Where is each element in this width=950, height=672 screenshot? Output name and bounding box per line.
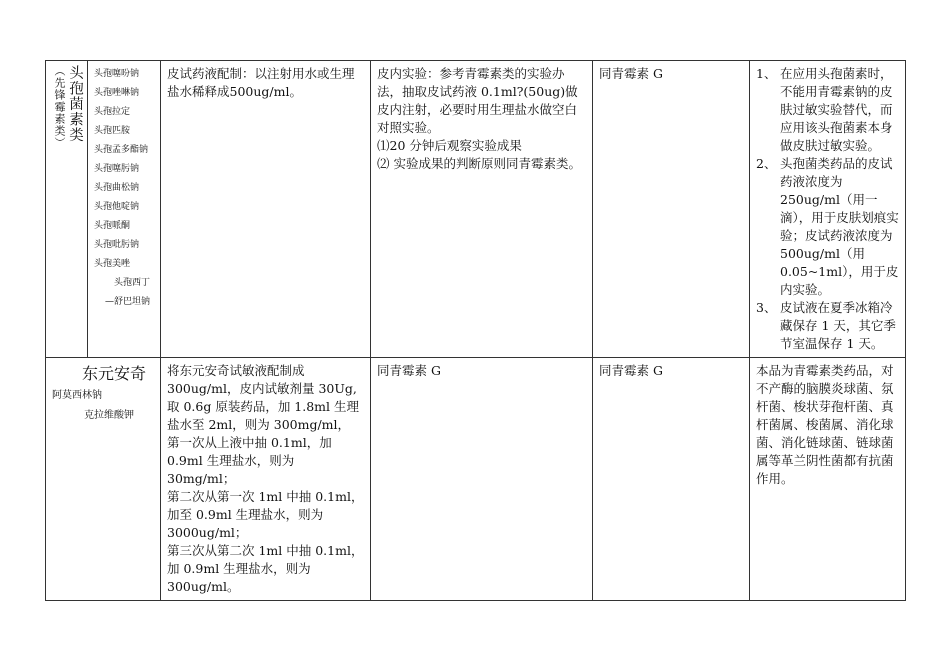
category-label: 东元安奇 [82,364,147,383]
list-item: 头孢西丁 [113,278,150,288]
list-item: 头孢孟多酯钠 [94,145,149,155]
list-item: 头孢匹胺 [94,126,131,136]
list-item: 1、 在应用头孢菌素时，不能用青霉素钠的皮肤过敏实验替代，而应用该头孢菌素本身做皮肤过敏实验。 [756,66,893,153]
category-cell [46,358,161,601]
list-item: —舒巴坦钠 [104,297,150,307]
notes-list [756,65,899,353]
notes-text: 本品为青霉素类药品，对不产酶的脑膜炎球菌、氛杆菌、梭状芽孢杆菌、真杆菌属、梭菌属、消化球菌、消化链球菌、链球菌属等革兰阴性菌都有抗菌作用。 [756,363,894,486]
list-item: 头孢噻肟钠 [94,164,140,174]
category-sublabel: （先锋霉素类） [53,65,66,149]
preparation-step: 第二次从第一次 1ml 中抽 0.1ml，加至 0.9ml 生理盐水，则为3000ug/ml； [167,489,364,540]
list-item: 头孢吡肟钠 [94,240,140,250]
table-row-cephalosporins [46,61,906,358]
list-item: 头孢哌酮 [94,221,131,231]
preparation-step: 第三次从第二次 1ml 中抽 0.1ml，加 0.9ml 生理盐水，则为 300ug/ml。 [167,543,364,594]
test-method-text: 皮内实验：参考青霉素类的实验办法，抽取皮试药液 0.1ml?(50ug)做皮内注射，必要时用生理盐水做空白对照实验。 [377,66,578,135]
list-item: 头孢美唑 [94,259,131,269]
category-label: 头孢菌素类 （先锋霉素类） [53,65,83,149]
list-item: 头孢唑啉钠 [94,88,140,98]
notes-cell [750,61,906,358]
notes-cell [750,358,906,601]
same-as-cell [593,358,750,601]
list-item: 3、 皮试液在夏季冰箱冷藏保存 1 天，其它季节室温保存 1 天。 [756,300,896,351]
list-item: 头孢曲松钠 [94,183,140,193]
preparation-cell [161,358,371,601]
drug-list [94,65,154,312]
preparation-step: 取 0.6g 原装药品，加 1.8ml 生理盐水至 2ml，则为 300mg/ml， [167,399,360,432]
test-method-step: ⑴20 分钟后观察实验成果 [377,138,522,153]
same-as-cell [593,61,750,358]
category-cell [46,61,88,358]
preparation-text: 将东元安奇试敏液配制成 300ug/ml，皮内试敏剂量 30Ug, [167,363,357,396]
same-as-text: 同青霉素 G [599,363,663,378]
category-sublabel: 阿莫西林钠 [52,390,102,401]
preparation-cell [161,61,371,358]
test-method-cell [371,61,593,358]
list-item: 头孢噻吩钠 [94,69,140,79]
category-sublabel: 克拉维酸钾 [84,410,134,421]
skin-test-table [45,60,906,601]
test-method-cell [371,358,593,601]
list-item: 2、 头孢菌类药品的皮试药液浓度为250ug/ml（用一滴），用于皮肤划痕实验；皮试药液浓度为500ug/ml（用0.05~1ml），用于皮内实验。 [756,156,899,297]
test-method-text: 同青霉素 G [377,363,441,378]
list-item: 头孢他啶钠 [94,202,140,212]
list-item: 头孢拉定 [94,107,131,117]
preparation-step: 第一次从上液中抽 0.1ml，加0.9ml 生理盐水，则为 30mg/ml； [167,435,332,486]
test-method-step: ⑵ 实验成果的判断原则同青霉素类。 [377,156,581,171]
same-as-text: 同青霉素 G [599,66,663,81]
drug-list-cell [88,61,161,358]
preparation-text: 皮试药液配制：以注射用水或生理盐水稀释成500ug/ml。 [167,66,355,99]
table-row-dongyuan [46,358,906,601]
